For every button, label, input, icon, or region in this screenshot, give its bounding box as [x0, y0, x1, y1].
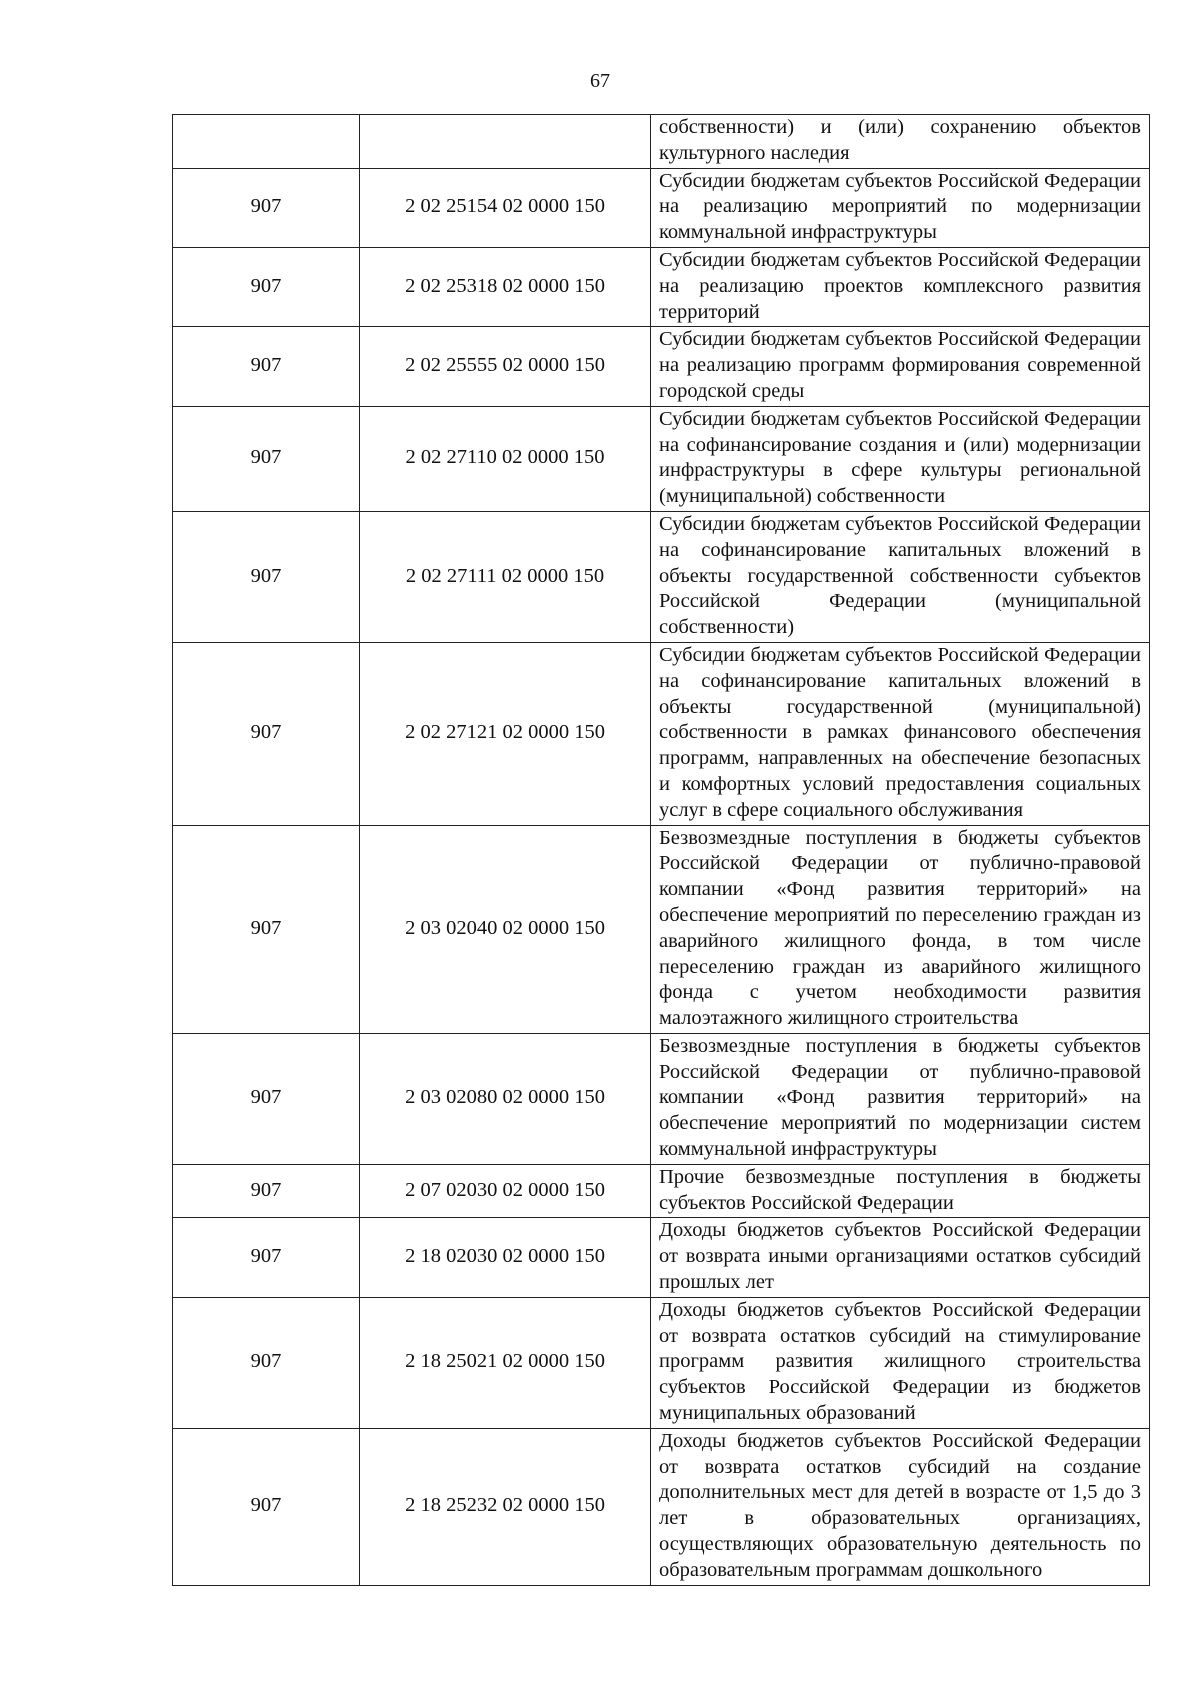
table-row	[173, 642, 1150, 825]
description-cell: Субсидии бюджетам субъектов Российской Федерации на реализацию мероприятий по модернизации коммунальной инфраструктуры	[651, 168, 1150, 247]
admin-code-cell: 907	[173, 642, 360, 825]
description-cell: Безвозмездные поступления в бюджеты субъектов Российской Федерации от публично-правовой компании «Фонд развития территорий» на обеспечение мероприятий по модернизации систем коммунальной инфраструктуры	[651, 1033, 1150, 1164]
revenue-codes-table	[172, 114, 1150, 1586]
admin-code-cell: 907	[173, 1218, 360, 1297]
table-row	[173, 327, 1150, 406]
admin-code-cell: 907	[173, 1297, 360, 1428]
budget-code-cell: 2 18 25021 02 0000 150	[360, 1297, 651, 1428]
admin-code-cell: 907	[173, 168, 360, 247]
description-cell: Субсидии бюджетам субъектов Российской Федерации на софинансирование создания и (или) модернизации инфраструктуры в сфере культуры региональной (муниципальной) собственности	[651, 406, 1150, 511]
description-cell: Субсидии бюджетам субъектов Российской Федерации на софинансирование капитальных вложений в объекты государственной собственности субъектов Российской Федерации (муниципальной собственности)	[651, 511, 1150, 642]
admin-code-cell	[173, 115, 360, 169]
description-cell: Доходы бюджетов субъектов Российской Федерации от возврата иными организациями остатков субсидий прошлых лет	[651, 1218, 1150, 1297]
description-cell: Безвозмездные поступления в бюджеты субъектов Российской Федерации от публично-правовой компании «Фонд развития территорий» на обеспечение мероприятий по переселению граждан из аварийного жилищного фонда, в том числе переселению граждан из аварийного жилищного фонда с учетом необходимости развития малоэтажного жилищного строительства	[651, 825, 1150, 1033]
description-cell: Субсидии бюджетам субъектов Российской Федерации на софинансирование капитальных вложений в объекты государственной (муниципальной) собственности в рамках финансового обеспечения программ, направленных на обеспечение безопасных и комфортных условий предоставления социальных услуг в сфере социального обслуживания	[651, 642, 1150, 825]
table-row	[173, 247, 1150, 326]
table-row	[173, 168, 1150, 247]
table-row	[173, 511, 1150, 642]
admin-code-cell: 907	[173, 511, 360, 642]
budget-code-cell: 2 02 27121 02 0000 150	[360, 642, 651, 825]
table-body	[173, 115, 1150, 1586]
description-cell: Доходы бюджетов субъектов Российской Федерации от возврата остатков субсидий на стимулирование программ развития жилищного строительства субъектов Российской Федерации из бюджетов муниципальных образований	[651, 1297, 1150, 1428]
budget-code-cell	[360, 115, 651, 169]
budget-code-cell: 2 02 25318 02 0000 150	[360, 247, 651, 326]
budget-code-cell: 2 02 25555 02 0000 150	[360, 327, 651, 406]
budget-code-cell: 2 03 02080 02 0000 150	[360, 1033, 651, 1164]
budget-code-cell: 2 07 02030 02 0000 150	[360, 1164, 651, 1218]
admin-code-cell: 907	[173, 327, 360, 406]
admin-code-cell: 907	[173, 825, 360, 1033]
budget-code-cell: 2 03 02040 02 0000 150	[360, 825, 651, 1033]
budget-code-cell: 2 02 27111 02 0000 150	[360, 511, 651, 642]
table-row	[173, 1033, 1150, 1164]
budget-code-cell: 2 18 25232 02 0000 150	[360, 1428, 651, 1585]
table-row	[173, 1297, 1150, 1428]
table-row	[173, 406, 1150, 511]
table-row	[173, 1428, 1150, 1585]
budget-code-cell: 2 02 25154 02 0000 150	[360, 168, 651, 247]
table-row	[173, 115, 1150, 169]
description-cell: Субсидии бюджетам субъектов Российской Федерации на реализацию программ формирования современной городской среды	[651, 327, 1150, 406]
budget-code-cell: 2 18 02030 02 0000 150	[360, 1218, 651, 1297]
admin-code-cell: 907	[173, 247, 360, 326]
description-cell: собственности) и (или) сохранению объектов культурного наследия	[651, 115, 1150, 169]
admin-code-cell: 907	[173, 1428, 360, 1585]
description-cell: Прочие безвозмездные поступления в бюджеты субъектов Российской Федерации	[651, 1164, 1150, 1218]
description-cell: Доходы бюджетов субъектов Российской Федерации от возврата остатков субсидий на создание дополнительных мест для детей в возрасте от 1,5 до 3 лет в образовательных организациях, осуществляющих образовательную деятельность по образовательным программам дошкольного	[651, 1428, 1150, 1585]
table-row	[173, 825, 1150, 1033]
description-cell: Субсидии бюджетам субъектов Российской Федерации на реализацию проектов комплексного развития территорий	[651, 247, 1150, 326]
admin-code-cell: 907	[173, 1033, 360, 1164]
admin-code-cell: 907	[173, 1164, 360, 1218]
admin-code-cell: 907	[173, 406, 360, 511]
page-number: 67	[590, 70, 610, 92]
budget-code-cell: 2 02 27110 02 0000 150	[360, 406, 651, 511]
table-row	[173, 1164, 1150, 1218]
table-row	[173, 1218, 1150, 1297]
